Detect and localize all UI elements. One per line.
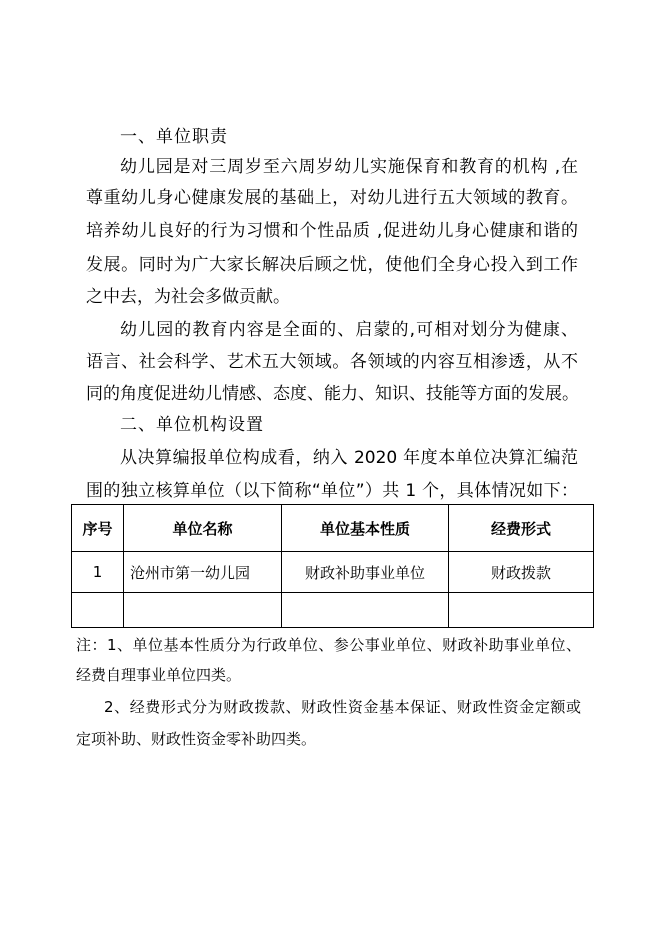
table-header-row [72,505,594,552]
section-1-para-2-line-2: 语言、社会科学、艺术五大领域。各领域的内容互相渗透，从不 [86,352,578,372]
section-1-para-1-line-1: 幼儿园是对三周岁至六周岁幼儿实施保育和教育的机构 ,在 [120,157,578,177]
empty-cell [449,593,594,628]
header-index: 序号 [72,505,124,552]
cell-unit-nature: 财政补助事业单位 [282,552,449,593]
empty-cell [282,593,449,628]
table-row [72,552,594,593]
section-2-para-line-1: 从决算编报单位构成看，纳入 2020 年度本单位决算汇编范 [120,448,578,468]
empty-cell [72,593,124,628]
note-1-line-1: 注：1、单位基本性质分为行政单位、参公事业单位、财政补助事业单位、 [76,636,581,654]
section-2-heading: 二、单位机构设置 [120,415,264,435]
empty-cell [124,593,282,628]
section-1-para-1-line-4: 发展。同时为广大家长解决后顾之忧，使他们全身心投入到工作 [86,255,578,275]
section-1-para-1-line-2: 尊重幼儿身心健康发展的基础上，对幼儿进行五大领域的教育。 [86,188,578,208]
note-2-line-1: 2、经费形式分为财政拨款、财政性资金基本保证、财政性资金定额或 [104,698,581,716]
cell-unit-name: 沧州市第一幼儿园 [124,552,282,593]
header-unit-nature: 单位基本性质 [282,505,449,552]
cell-index: 1 [72,552,124,593]
header-funding-form: 经费形式 [449,505,594,552]
section-1-para-1-line-3: 培养幼儿良好的行为习惯和个性品质 ,促进幼儿身心健康和谐的 [86,221,578,241]
note-2-line-2: 定项补助、财政性资金零补助四类。 [76,730,317,748]
section-1-para-2-line-3: 同的角度促进幼儿情感、态度、能力、知识、技能等方面的发展。 [86,384,579,404]
unit-table [71,504,594,628]
section-1-para-2-line-1: 幼儿园的教育内容是全面的、启蒙的,可相对划分为健康、 [120,320,578,340]
cell-funding-form: 财政拨款 [449,552,594,593]
table-row-empty [72,593,594,628]
header-unit-name: 单位名称 [124,505,282,552]
section-1-para-1-line-5: 之中去，为社会多做贡献。 [86,287,290,307]
section-2-para-line-2: 围的独立核算单位（以下简称“单位”）共 1 个，具体情况如下： [86,481,578,501]
section-1-heading: 一、单位职责 [120,127,228,147]
note-1-line-2: 经费自理事业单位四类。 [76,666,242,684]
